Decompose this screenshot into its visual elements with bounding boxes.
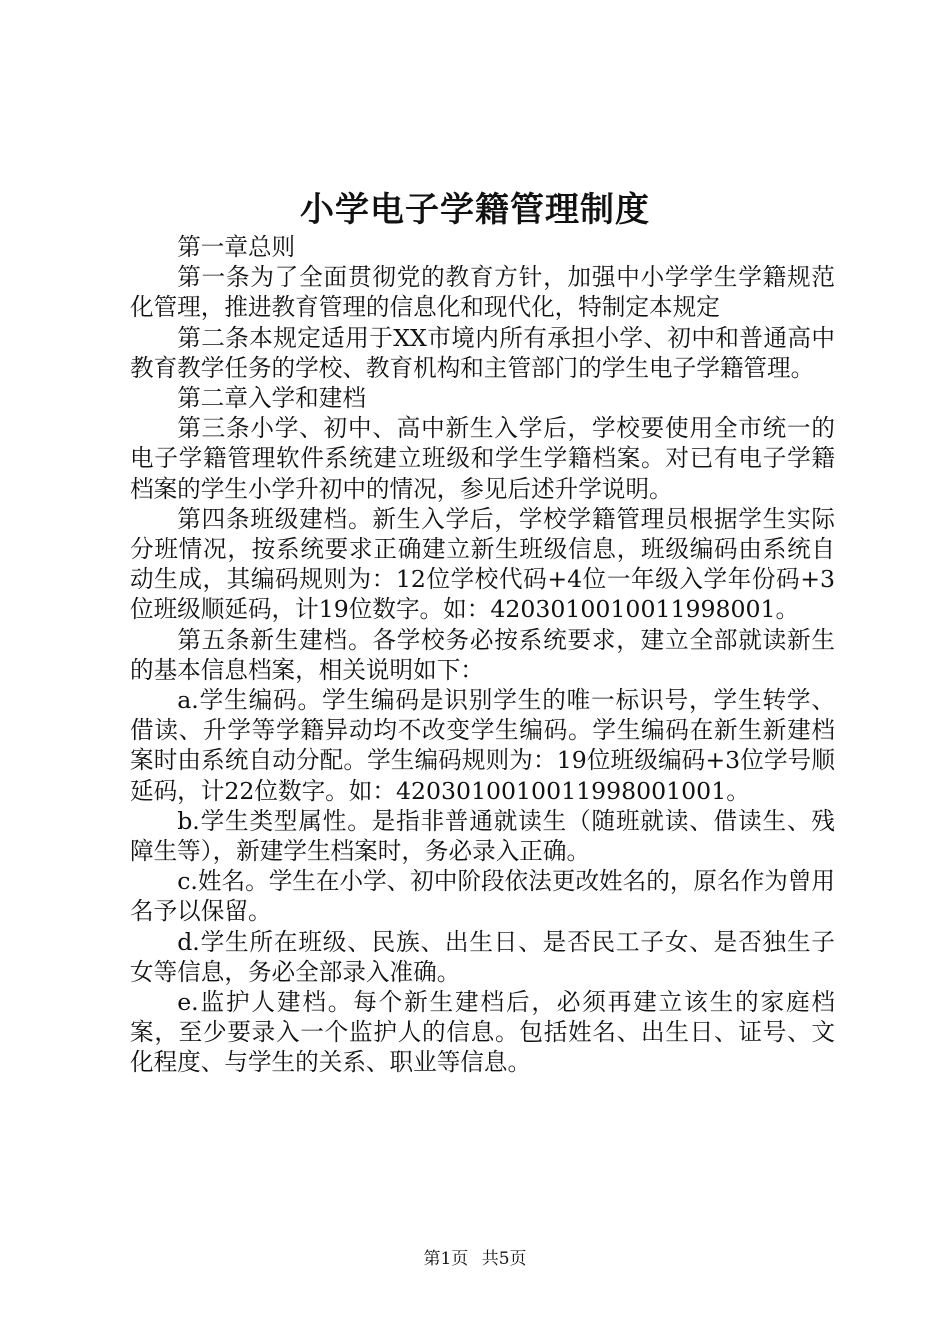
paragraph: 第二条本规定适用于XX市境内所有承担小学、初中和普通高中教育教学任务的学校、教育机构和主管部门的学生电子学籍管理。 xyxy=(130,323,835,382)
chapter-heading: 第一章总则 xyxy=(177,233,296,261)
list-item: b.学生类型属性。是指非普通就读生（随班就读、借读生、残障生等），新建学生档案时，务必录入正确。 xyxy=(130,806,835,866)
paragraph: 第四条班级建档。新生入学后，学校学籍管理员根据学生实际分班情况，按系统要求正确建立新生班级信息，班级编码由系统自动生成，其编码规则为：12位学校代码+4位一年级入学年份码+3位班级顺延码，计19位数字。如：4203010010011998001。 xyxy=(130,504,835,624)
page-footer xyxy=(0,1244,950,1269)
paragraph: 第五条新生建档。各学校务必按系统要求，建立全部就读新生的基本信息档案，相关说明如下： xyxy=(130,625,835,684)
paragraph: 第三条小学、初中、高中新生入学后，学校要使用全市统一的电子学籍管理软件系统建立班级和学生学籍档案。对已有电子学籍档案的学生小学升初中的情况，参见后述升学说明。 xyxy=(130,414,835,503)
page-total: 共5页 xyxy=(481,1249,527,1269)
chapter-heading: 第二章入学和建档 xyxy=(177,384,366,413)
list-item: a.学生编码。学生编码是识别学生的唯一标识号，学生转学、借读、升学等学籍异动均不改变学生编码。学生编码在新生新建档案时由系统自动分配。学生编码规则为：19位班级编码+3位学号顺延码，计22位数字。如：4203010010011998001001。 xyxy=(130,686,835,805)
document-title: 小学电子学籍管理制度 xyxy=(300,190,650,230)
paragraph: 第一条为了全面贯彻党的教育方针，加强中小学学生学籍规范化管理，推进教育管理的信息化和现代化，特制定本规定 xyxy=(130,263,835,322)
list-item: d.学生所在班级、民族、出生日、是否民工子女、是否独生子女等信息，务必全部录入准确。 xyxy=(130,927,835,986)
document-body xyxy=(130,232,835,1078)
page-number: 第1页 xyxy=(423,1249,469,1269)
list-item: c.姓名。学生在小学、初中阶段依法更改姓名的，原名作为曾用名予以保留。 xyxy=(130,867,835,926)
list-item: e.监护人建档。每个新生建档后，必须再建立该生的家庭档案，至少要录入一个监护人的信息。包括姓名、出生日、证号、文化程度、与学生的关系、职业等信息。 xyxy=(130,988,835,1077)
